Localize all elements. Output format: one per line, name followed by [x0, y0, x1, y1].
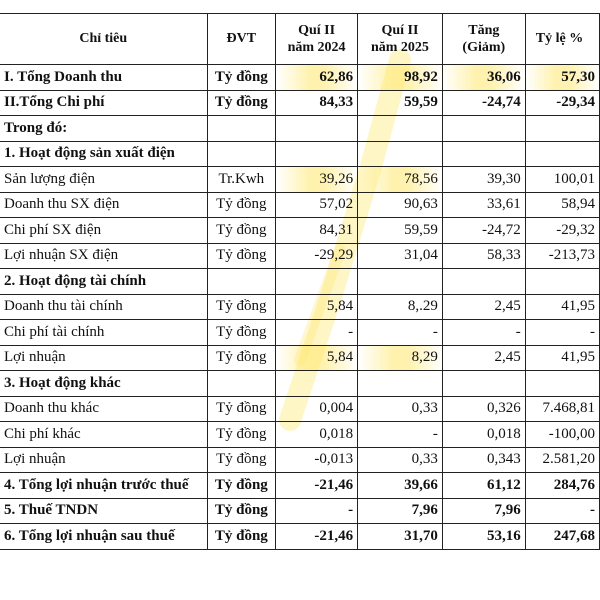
- cell-change: 58,33: [442, 243, 525, 269]
- cell-change: 33,61: [442, 192, 525, 218]
- row-label: Trong đó:: [0, 116, 207, 142]
- cell-ratio: -213,73: [525, 243, 599, 269]
- table-row: [0, 218, 600, 244]
- table-row: [0, 243, 600, 269]
- cell-q2-2024: -: [276, 320, 358, 346]
- cell-q2-2024: 84,31: [276, 218, 358, 244]
- row-label: 4. Tổng lợi nhuận trước thuế: [0, 473, 207, 499]
- row-unit: Tỷ đồng: [207, 447, 276, 473]
- row-unit: Tỷ đồng: [207, 396, 276, 422]
- table-row: [0, 473, 600, 499]
- row-label: Doanh thu khác: [0, 396, 207, 422]
- row-unit: Tỷ đồng: [207, 473, 276, 499]
- row-unit: Tỷ đồng: [207, 65, 276, 91]
- table-row: [0, 65, 600, 91]
- cell-ratio: 247,68: [525, 524, 599, 550]
- cell-change: [442, 269, 525, 295]
- cell-change: 7,96: [442, 498, 525, 524]
- header-row: [0, 14, 600, 65]
- cell-q2-2024: [276, 269, 358, 295]
- cell-ratio: 58,94: [525, 192, 599, 218]
- header-cell: Quí II năm 2025: [358, 14, 443, 65]
- cell-q2-2025: 0,33: [358, 396, 443, 422]
- row-unit: [207, 141, 276, 167]
- cell-q2-2025: 7,96: [358, 498, 443, 524]
- row-label: Sản lượng điện: [0, 167, 207, 193]
- table-row: [0, 396, 600, 422]
- row-label: II.Tổng Chi phí: [0, 90, 207, 116]
- row-unit: [207, 269, 276, 295]
- table-row: [0, 447, 600, 473]
- table-row: [0, 345, 600, 371]
- table-row: [0, 167, 600, 193]
- table-row: [0, 141, 600, 167]
- cell-ratio: [525, 116, 599, 142]
- cell-q2-2025: 78,56: [358, 167, 443, 193]
- row-label: I. Tổng Doanh thu: [0, 65, 207, 91]
- header-cell: ĐVT: [207, 14, 276, 65]
- row-label: Chi phí tài chính: [0, 320, 207, 346]
- row-label: 5. Thuế TNDN: [0, 498, 207, 524]
- cell-q2-2024: -21,46: [276, 524, 358, 550]
- cell-q2-2024: -: [276, 498, 358, 524]
- cell-ratio: [525, 141, 599, 167]
- row-label: Chi phí SX điện: [0, 218, 207, 244]
- row-label: 6. Tổng lợi nhuận sau thuế: [0, 524, 207, 550]
- cell-change: -24,72: [442, 218, 525, 244]
- cell-change: -: [442, 320, 525, 346]
- row-unit: Tỷ đồng: [207, 345, 276, 371]
- cell-ratio: 57,30: [525, 65, 599, 91]
- header-cell: Quí II năm 2024: [276, 14, 358, 65]
- row-unit: Tỷ đồng: [207, 90, 276, 116]
- table-row: [0, 498, 600, 524]
- table-row: [0, 422, 600, 448]
- cell-ratio: -: [525, 320, 599, 346]
- row-unit: Tỷ đồng: [207, 422, 276, 448]
- cell-ratio: 7.468,81: [525, 396, 599, 422]
- cell-ratio: [525, 371, 599, 397]
- cell-q2-2024: [276, 371, 358, 397]
- row-label: Lợi nhuận: [0, 345, 207, 371]
- cell-q2-2025: 39,66: [358, 473, 443, 499]
- row-unit: Tỷ đồng: [207, 294, 276, 320]
- cell-change: 0,343: [442, 447, 525, 473]
- cell-q2-2025: -: [358, 422, 443, 448]
- cell-change: 0,018: [442, 422, 525, 448]
- cell-ratio: 284,76: [525, 473, 599, 499]
- header-cell: Chỉ tiêu: [0, 14, 207, 65]
- row-unit: Tỷ đồng: [207, 243, 276, 269]
- row-unit: [207, 116, 276, 142]
- cell-ratio: -29,34: [525, 90, 599, 116]
- cell-q2-2025: 31,70: [358, 524, 443, 550]
- cell-q2-2024: [276, 141, 358, 167]
- cell-q2-2025: [358, 116, 443, 142]
- cell-q2-2025: 31,04: [358, 243, 443, 269]
- cell-q2-2024: 5,84: [276, 345, 358, 371]
- cell-change: 39,30: [442, 167, 525, 193]
- table-row: [0, 269, 600, 295]
- cell-change: [442, 116, 525, 142]
- cell-ratio: -100,00: [525, 422, 599, 448]
- cell-q2-2025: [358, 371, 443, 397]
- cell-q2-2025: -: [358, 320, 443, 346]
- row-label: Doanh thu tài chính: [0, 294, 207, 320]
- table-body: [0, 65, 600, 550]
- row-unit: [207, 371, 276, 397]
- cell-q2-2024: 62,86: [276, 65, 358, 91]
- cell-change: [442, 371, 525, 397]
- row-unit: Tỷ đồng: [207, 320, 276, 346]
- cell-q2-2025: 8,.29: [358, 294, 443, 320]
- row-unit: Tỷ đồng: [207, 498, 276, 524]
- cell-q2-2025: 8,29: [358, 345, 443, 371]
- row-unit: Tỷ đồng: [207, 192, 276, 218]
- financial-table: [0, 13, 600, 550]
- table-row: [0, 116, 600, 142]
- cell-q2-2025: 59,59: [358, 90, 443, 116]
- cell-q2-2024: -21,46: [276, 473, 358, 499]
- row-label: 3. Hoạt động khác: [0, 371, 207, 397]
- cell-ratio: 100,01: [525, 167, 599, 193]
- cell-change: 2,45: [442, 345, 525, 371]
- row-unit: Tỷ đồng: [207, 524, 276, 550]
- row-unit: Tr.Kwh: [207, 167, 276, 193]
- cell-q2-2024: -29,29: [276, 243, 358, 269]
- row-unit: Tỷ đồng: [207, 218, 276, 244]
- cell-ratio: 41,95: [525, 345, 599, 371]
- cell-q2-2024: 5,84: [276, 294, 358, 320]
- header-cell: Tăng (Giảm): [442, 14, 525, 65]
- header-cell: Tỷ lệ %: [525, 14, 599, 65]
- cell-ratio: [525, 269, 599, 295]
- table-row: [0, 371, 600, 397]
- cell-q2-2024: 57,02: [276, 192, 358, 218]
- cell-q2-2024: -0,013: [276, 447, 358, 473]
- cell-q2-2025: 90,63: [358, 192, 443, 218]
- table-row: [0, 320, 600, 346]
- cell-q2-2024: 39,26: [276, 167, 358, 193]
- row-label: 2. Hoạt động tài chính: [0, 269, 207, 295]
- cell-q2-2025: [358, 141, 443, 167]
- cell-change: -24,74: [442, 90, 525, 116]
- cell-q2-2024: 0,004: [276, 396, 358, 422]
- table-row: [0, 192, 600, 218]
- cell-q2-2024: [276, 116, 358, 142]
- cell-change: 53,16: [442, 524, 525, 550]
- cell-ratio: 2.581,20: [525, 447, 599, 473]
- cell-change: 61,12: [442, 473, 525, 499]
- cell-change: 2,45: [442, 294, 525, 320]
- cell-change: 36,06: [442, 65, 525, 91]
- cell-ratio: -29,32: [525, 218, 599, 244]
- table-row: [0, 524, 600, 550]
- row-label: 1. Hoạt động sản xuất điện: [0, 141, 207, 167]
- row-label: Lợi nhuận SX điện: [0, 243, 207, 269]
- cell-q2-2024: 84,33: [276, 90, 358, 116]
- cell-q2-2025: 0,33: [358, 447, 443, 473]
- cell-change: [442, 141, 525, 167]
- cell-q2-2025: [358, 269, 443, 295]
- cell-q2-2025: 59,59: [358, 218, 443, 244]
- row-label: Chi phí khác: [0, 422, 207, 448]
- cell-ratio: 41,95: [525, 294, 599, 320]
- table-row: [0, 294, 600, 320]
- cell-ratio: -: [525, 498, 599, 524]
- row-label: Lợi nhuận: [0, 447, 207, 473]
- table-row: [0, 90, 600, 116]
- cell-q2-2025: 98,92: [358, 65, 443, 91]
- cell-q2-2024: 0,018: [276, 422, 358, 448]
- cell-change: 0,326: [442, 396, 525, 422]
- row-label: Doanh thu SX điện: [0, 192, 207, 218]
